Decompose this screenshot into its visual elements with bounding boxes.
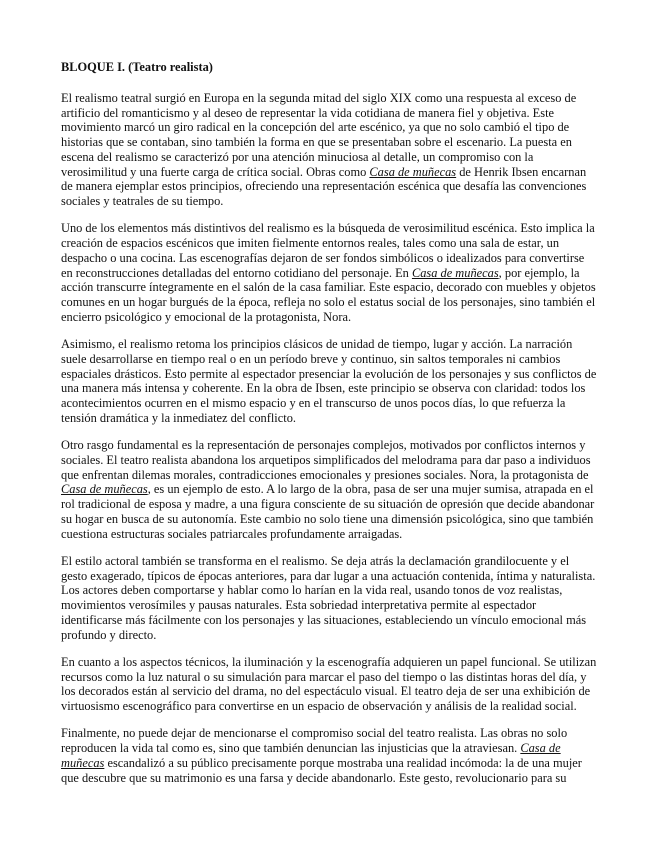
paragraph-5 bbox=[61, 554, 597, 643]
paragraph-6 bbox=[61, 655, 597, 714]
work-title-casa-de-munecas: Casa de muñecas bbox=[61, 482, 148, 497]
paragraph-1-text-b: de Henrik Ibsen encarnan de manera ejemplar estos principios, ofreciendo una representación escénica que desafía las convenciones sociales y teatrales de su tiempo. bbox=[61, 164, 587, 208]
paragraph-3-text: Asimismo, el realismo retoma los principios clásicos de unidad de tiempo, lugar y acción. La narración suele desarrollarse en tiempo real o en un período breve y continuo, sin saltos temporales ni cambios espaciales drásticos. Esto permite al espectador presenciar la evolución de los personajes y sus conflictos de una manera más intensa y coherente. En la obra de Ibsen, este principio se observa con claridad: todos los acontecimientos ocurren en el mismo espacio y en el transcurso de unos pocos días, lo que refuerza la tensión dramática y la inmediatez del conflicto. bbox=[61, 337, 597, 425]
section-heading: BLOQUE I. (Teatro realista) bbox=[61, 60, 213, 74]
paragraph-1 bbox=[61, 91, 597, 209]
paragraph-4 bbox=[61, 438, 597, 541]
paragraph-4-text-a: Otro rasgo fundamental es la representación de personajes complejos, motivados por conflictos internos y sociales. El teatro realista abandona los arquetipos simplificados del melodrama para dar paso a individuos que enfrentan dilemas morales, contradicciones emocionales y presiones sociales. Nora, la protagonista de bbox=[61, 438, 591, 482]
work-title-casa-de-munecas: Casa de muñecas bbox=[411, 265, 499, 280]
paragraph-2-text-b: , por ejemplo, la acción transcurre íntegramente en el salón de la casa familiar. Este espacio, decorado con muebles y objetos comunes en un hogar burgués de la época, refleja no solo el estatus social de los personajes, sino también el encierro psicológico y emocional de la protagonista, Nora. bbox=[61, 265, 596, 324]
document-page bbox=[61, 60, 597, 798]
paragraph-3 bbox=[61, 337, 597, 426]
paragraph-7-text-a: Finalmente, no puede dejar de mencionarse el compromiso social del teatro realista. Las obras no solo reproducen la vida tal como es, sino que también denuncian las injusticias que la atraviesan. bbox=[61, 726, 568, 755]
paragraph-1-text-a: El realismo teatral surgió en Europa en la segunda mitad del siglo XIX como una respuesta al exceso de artificio del romanticismo y al deseo de representar la vida cotidiana de manera fiel y objetiva. Este movimiento marcó un giro radical en la concepción del arte escénico, ya que no solo cambió el tipo de historias que se contaban, sino también la forma en que se presentaban sobre el escenario. La puesta en escena del realismo se caracterizó por una atención minuciosa al detalle, un compromiso con la verosimilitud y una fuerte carga de crítica social. Obras como bbox=[61, 90, 577, 179]
work-title-casa-de-munecas: Casa de muñecas bbox=[61, 741, 561, 770]
paragraph-2-text-a: Uno de los elementos más distintivos del realismo es la búsqueda de verosimilitud escénica. Esto implica la creación de espacios escénicos que imiten fielmente entornos reales, tales como una sala de estar, un despacho o una cocina. Las escenografías dejaron de ser fondos simbólicos o idealizados para convertirse en reconstrucciones detalladas del entorno cotidiano del personaje. En bbox=[61, 221, 595, 280]
paragraph-4-text-b: , es un ejemplo de esto. A lo largo de la obra, pasa de ser una mujer sumisa, atrapada en el rol tradicional de esposa y madre, a una figura consciente de su situación de opresión que decide abandonar su hogar en busca de su autonomía. Este cambio no solo tiene una dimensión psicológica, sino que también cuestiona estructuras sociales patriarcales profundamente arraigadas. bbox=[61, 482, 595, 541]
paragraph-6-text: En cuanto a los aspectos técnicos, la iluminación y la escenografía adquieren un papel funcional. Se utilizan recursos como la luz natural o su simulación para marcar el paso del tiempo o las distintas horas del día, y los decorados están al servicio del drama, no del espectáculo visual. El teatro deja de ser una exhibición de virtuosismo escenográfico para convertirse en un espacio de observación y análisis de la realidad social. bbox=[61, 654, 597, 713]
paragraph-7-text-b: escandalizó a su público precisamente porque mostraba una realidad incómoda: la de una mujer que descubre que su matrimonio es una farsa y decide abandonarlo. Este gesto, revolucionario para su bbox=[61, 755, 582, 785]
paragraph-7 bbox=[61, 726, 597, 785]
work-title-casa-de-munecas: Casa de muñecas bbox=[369, 164, 457, 179]
paragraph-2 bbox=[61, 221, 597, 324]
paragraph-5-text: El estilo actoral también se transforma en el realismo. Se deja atrás la declamación grandilocuente y el gesto exagerado, típicos de épocas anteriores, para dar lugar a una actuación contenida, íntima y naturalista. Los actores deben comportarse y hablar como lo harían en la vida real, usando tonos de voz realistas, movimientos verosímiles y pausas naturales. Esta sobriedad interpretativa permite al espectador identificarse más fácilmente con los personajes y las situaciones, estableciendo un vínculo emocional más profundo y directo. bbox=[61, 553, 596, 642]
